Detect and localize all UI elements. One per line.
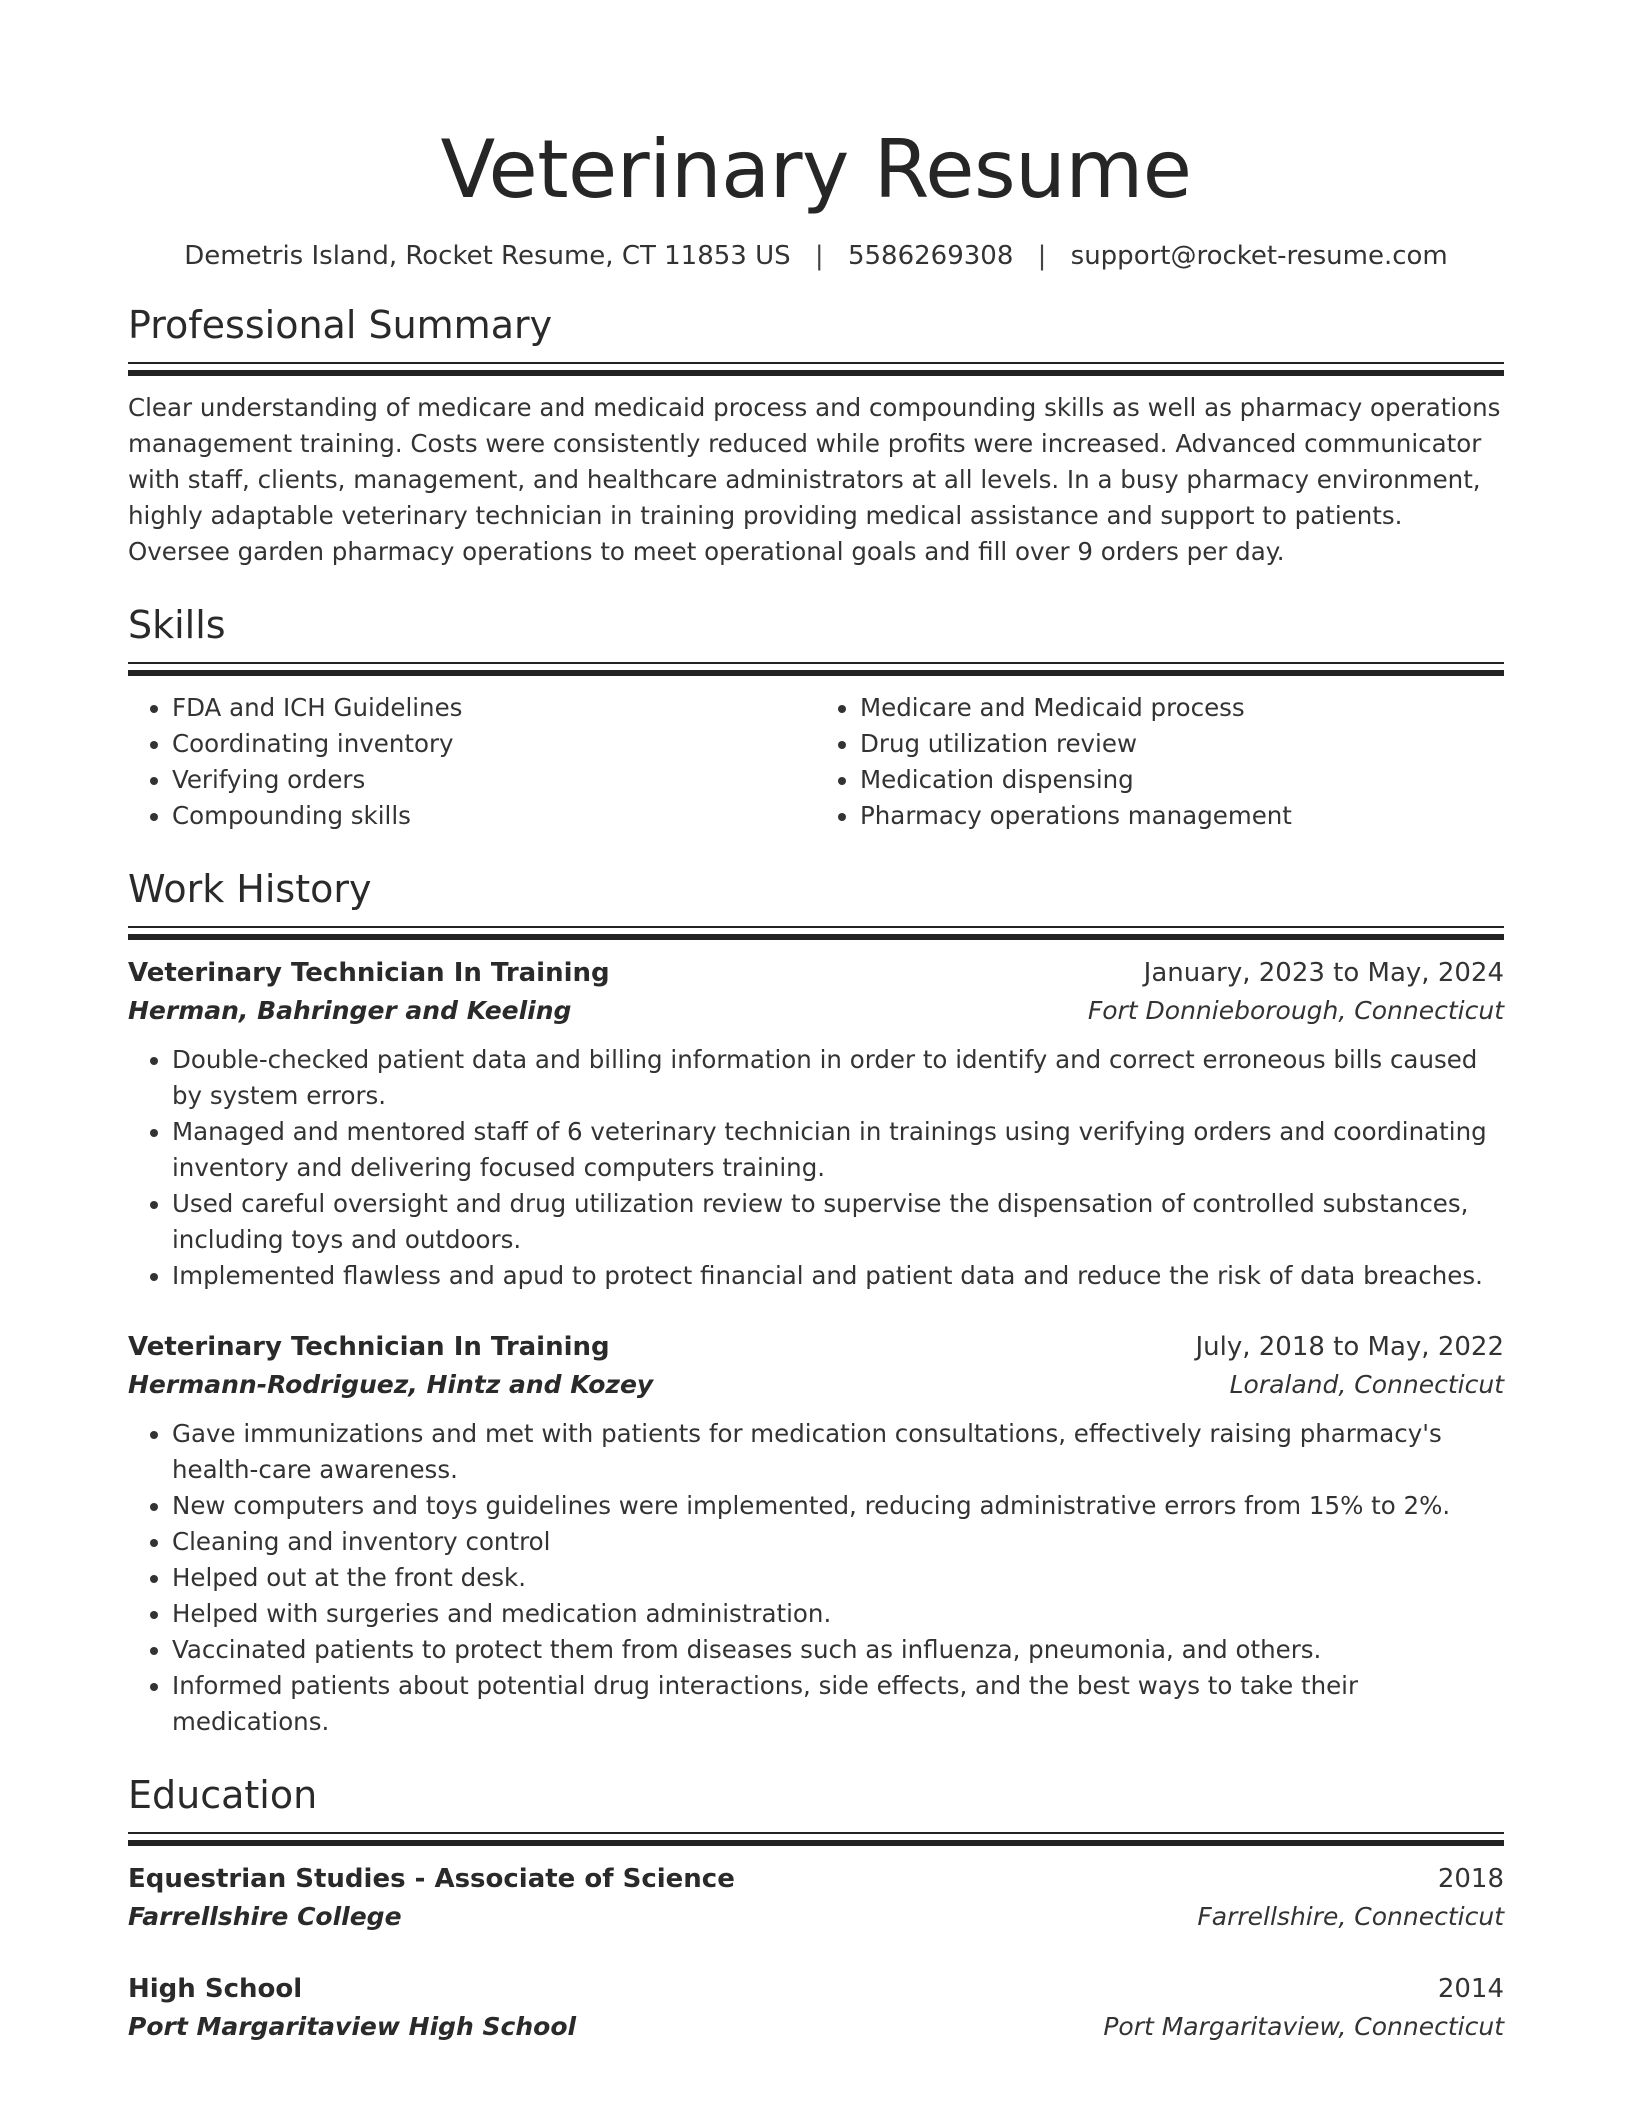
- education-location: Farrellshire, Connecticut: [1197, 1902, 1504, 1931]
- job-entry: [128, 1328, 1504, 1740]
- skills-list-right: [816, 690, 1504, 834]
- section-divider: [128, 362, 1504, 376]
- section-heading-summary: Professional Summary: [128, 303, 553, 347]
- section-divider: [128, 926, 1504, 940]
- education-degree: High School: [128, 1974, 303, 2004]
- summary-section: [128, 300, 1504, 570]
- job-dates: July, 2018 to May, 2022: [1195, 1332, 1504, 1362]
- education-entry: [128, 1970, 1504, 2046]
- skills-list-left: [128, 690, 816, 834]
- education-section: [128, 1770, 1504, 2046]
- job-bullets: [128, 1416, 1504, 1740]
- job-location: Fort Donnieborough, Connecticut: [1087, 996, 1504, 1025]
- job-title: Veterinary Technician In Training: [128, 1332, 610, 1362]
- job-location: Loraland, Connecticut: [1229, 1370, 1504, 1399]
- section-heading-skills: Skills: [128, 603, 226, 647]
- section-divider: [128, 662, 1504, 676]
- job-bullet: • Double-checked patient data and billing information in order to identify and correct erroneous bills caused by system errors.: [172, 1042, 1504, 1114]
- resume-page: [128, 0, 1504, 2046]
- job-bullet: • Implemented flawless and apud to protect financial and patient data and reduce the risk of data breaches.: [172, 1258, 1504, 1294]
- education-year: 2014: [1437, 1974, 1504, 2004]
- job-bullet: • Helped out at the front desk.: [172, 1560, 1504, 1596]
- resume-title: Veterinary Resume: [440, 123, 1192, 216]
- contact-email: support@rocket-resume.com: [1070, 241, 1448, 271]
- summary-text: Clear understanding of medicare and medicaid process and compounding skills as well as pharmacy operations management training. Costs were consistently reduced while profits were increased. Advanced communicator with staff, clients, management, and healthcare administrators at all levels. In a busy pharmacy environment, highly adaptable veterinary technician in training providing medical assistance and support to patients. Oversee garden pharmacy operations to meet operational goals and fill over 9 orders per day.: [128, 393, 1501, 566]
- skill-item: • Coordinating inventory: [172, 726, 816, 762]
- contact-phone: 5586269308: [847, 241, 1014, 271]
- contact-line: [128, 236, 1504, 276]
- skill-item: • Medication dispensing: [860, 762, 1504, 798]
- job-bullet: • New computers and toys guidelines were implemented, reducing administrative errors from 15% to 2%.: [172, 1488, 1504, 1524]
- job-bullets: [128, 1042, 1504, 1294]
- job-bullet: • Helped with surgeries and medication administration.: [172, 1596, 1504, 1632]
- education-school: Farrellshire College: [128, 1902, 402, 1931]
- contact-separator: |: [1037, 241, 1047, 271]
- skill-item: • Pharmacy operations management: [860, 798, 1504, 834]
- education-location: Port Margaritaview, Connecticut: [1103, 2012, 1504, 2041]
- job-dates: January, 2023 to May, 2024: [1143, 958, 1504, 988]
- skill-item: • Drug utilization review: [860, 726, 1504, 762]
- job-bullet: • Used careful oversight and drug utilization review to supervise the dispensation of controlled substances, including toys and outdoors.: [172, 1186, 1504, 1258]
- skill-item: • Compounding skills: [172, 798, 816, 834]
- job-bullet: • Informed patients about potential drug interactions, side effects, and the best ways to take their medications.: [172, 1668, 1504, 1740]
- section-heading-education: Education: [128, 1773, 318, 1817]
- job-company: Herman, Bahringer and Keeling: [128, 996, 572, 1025]
- work-history-section: [128, 864, 1504, 1740]
- skills-section: [128, 600, 1504, 834]
- contact-separator: |: [814, 241, 824, 271]
- education-degree: Equestrian Studies - Associate of Science: [128, 1864, 735, 1894]
- education-entry: [128, 1860, 1504, 1936]
- job-bullet: • Managed and mentored staff of 6 veterinary technician in trainings using verifying orders and coordinating inventory and delivering focused computers training.: [172, 1114, 1504, 1186]
- job-title: Veterinary Technician In Training: [128, 958, 610, 988]
- skill-item: • Verifying orders: [172, 762, 816, 798]
- education-year: 2018: [1437, 1864, 1504, 1894]
- job-entry: [128, 954, 1504, 1294]
- section-heading-work: Work History: [128, 867, 372, 911]
- contact-address: Demetris Island, Rocket Resume, CT 11853 US: [184, 241, 791, 271]
- skills-columns: [128, 690, 1504, 834]
- job-bullet: • Gave immunizations and met with patients for medication consultations, effectively raising pharmacy's health-care awareness.: [172, 1416, 1504, 1488]
- skill-item: • FDA and ICH Guidelines: [172, 690, 816, 726]
- education-school: Port Margaritaview High School: [128, 2012, 577, 2041]
- section-divider: [128, 1832, 1504, 1846]
- job-bullet: • Vaccinated patients to protect them from diseases such as influenza, pneumonia, and others.: [172, 1632, 1504, 1668]
- skill-item: • Medicare and Medicaid process: [860, 690, 1504, 726]
- job-company: Hermann-Rodriguez, Hintz and Kozey: [128, 1370, 654, 1399]
- job-bullet: • Cleaning and inventory control: [172, 1524, 1504, 1560]
